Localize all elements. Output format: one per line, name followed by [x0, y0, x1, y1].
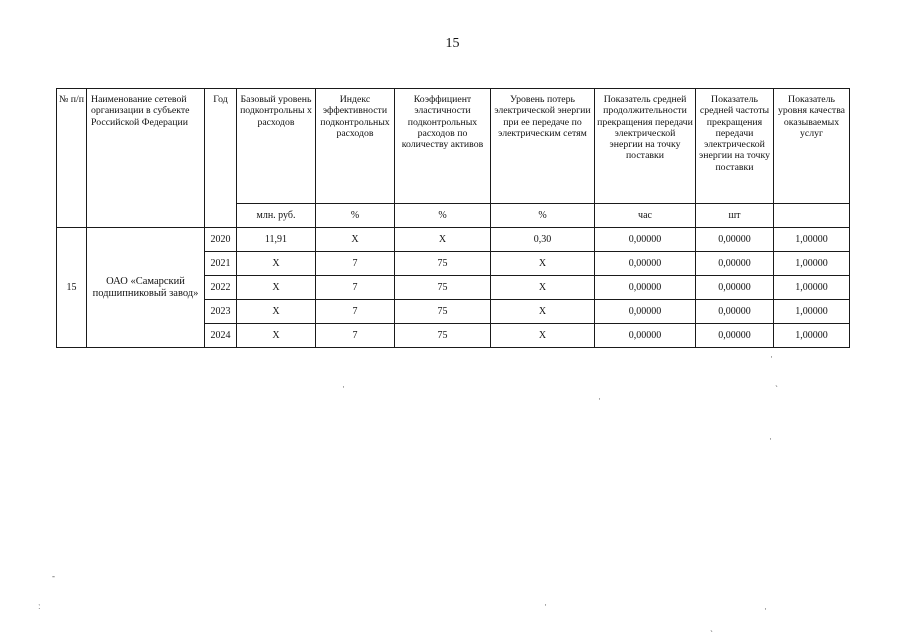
cell-avg-duration: 0,00000 — [595, 228, 696, 252]
cell-elasticity-coef: 75 — [395, 276, 491, 300]
cell-elasticity-coef: 75 — [395, 252, 491, 276]
cell-efficiency-index: 7 — [316, 324, 395, 348]
table-row — [57, 228, 850, 252]
cell-loss-level: X — [491, 252, 595, 276]
cell-year: 2021 — [205, 252, 237, 276]
cell-loss-level: X — [491, 300, 595, 324]
scan-speck: · — [770, 352, 773, 362]
unit-elasticity-coef: % — [395, 204, 491, 228]
cell-loss-level: X — [491, 324, 595, 348]
cell-base-level: 11,91 — [237, 228, 316, 252]
cell-avg-duration: 0,00000 — [595, 276, 696, 300]
cell-avg-duration: 0,00000 — [595, 252, 696, 276]
cell-quality: 1,00000 — [774, 300, 850, 324]
scan-speck: ˎ — [710, 622, 713, 632]
header-loss-level: Уровень потерь электрической энергии при ее передаче по электрическим сетям — [491, 89, 595, 204]
cell-quality: 1,00000 — [774, 228, 850, 252]
cell-efficiency-index: 7 — [316, 300, 395, 324]
organization-name: ОАО «Самарский подшипниковый завод» — [87, 228, 205, 348]
cell-efficiency-index: X — [316, 228, 395, 252]
cell-base-level: X — [237, 324, 316, 348]
tariff-parameters-table — [56, 88, 850, 348]
cell-year: 2020 — [205, 228, 237, 252]
header-year: Год — [205, 89, 237, 228]
header-row — [57, 89, 850, 204]
cell-quality: 1,00000 — [774, 252, 850, 276]
header-efficiency-index: Индекс эффективности подконтрольных расходов — [316, 89, 395, 204]
unit-loss-level: % — [491, 204, 595, 228]
header-avg-duration: Показатель средней продолжительности прекращения передачи электрической энергии на точку поставки — [595, 89, 696, 204]
group-num: 15 — [57, 228, 87, 348]
unit-avg-frequency: шт — [696, 204, 774, 228]
header-base-level: Базовый уровень подконтрольны х расходов — [237, 89, 316, 204]
header-org: Наименование сетевой организации в субъекте Российской Федерации — [87, 89, 205, 228]
cell-elasticity-coef: 75 — [395, 300, 491, 324]
cell-elasticity-coef: X — [395, 228, 491, 252]
cell-year: 2024 — [205, 324, 237, 348]
cell-avg-frequency: 0,00000 — [696, 252, 774, 276]
cell-base-level: X — [237, 300, 316, 324]
unit-quality — [774, 204, 850, 228]
cell-base-level: X — [237, 252, 316, 276]
cell-efficiency-index: 7 — [316, 252, 395, 276]
header-elasticity-coef: Коэффициент эластичности подконтрольных расходов по количеству активов — [395, 89, 491, 204]
cell-year: 2023 — [205, 300, 237, 324]
unit-avg-duration: час — [595, 204, 696, 228]
cell-quality: 1,00000 — [774, 276, 850, 300]
scan-speck: · — [342, 382, 345, 392]
scan-speck: ˋ — [775, 384, 778, 394]
cell-avg-frequency: 0,00000 — [696, 228, 774, 252]
cell-avg-duration: 0,00000 — [595, 300, 696, 324]
page-number: 15 — [445, 36, 460, 51]
cell-loss-level: 0,30 — [491, 228, 595, 252]
scan-speck: ː — [38, 601, 41, 611]
header-avg-frequency: Показатель средней частоты прекращения передачи электрической энергии на точку поставки — [696, 89, 774, 204]
cell-avg-frequency: 0,00000 — [696, 276, 774, 300]
scan-speck: - — [52, 571, 55, 581]
scan-speck: · — [769, 434, 772, 444]
cell-elasticity-coef: 75 — [395, 324, 491, 348]
cell-base-level: X — [237, 276, 316, 300]
unit-base-level: млн. руб. — [237, 204, 316, 228]
cell-avg-frequency: 0,00000 — [696, 300, 774, 324]
header-num: № п/п — [57, 89, 87, 228]
scan-speck: · — [598, 394, 601, 404]
unit-efficiency-index: % — [316, 204, 395, 228]
scan-speck: · — [544, 600, 547, 610]
cell-year: 2022 — [205, 276, 237, 300]
cell-avg-duration: 0,00000 — [595, 324, 696, 348]
header-quality: Показатель уровня качества оказываемых услуг — [774, 89, 850, 204]
scan-speck: · — [764, 604, 767, 614]
cell-loss-level: X — [491, 276, 595, 300]
cell-quality: 1,00000 — [774, 324, 850, 348]
cell-avg-frequency: 0,00000 — [696, 324, 774, 348]
cell-efficiency-index: 7 — [316, 276, 395, 300]
